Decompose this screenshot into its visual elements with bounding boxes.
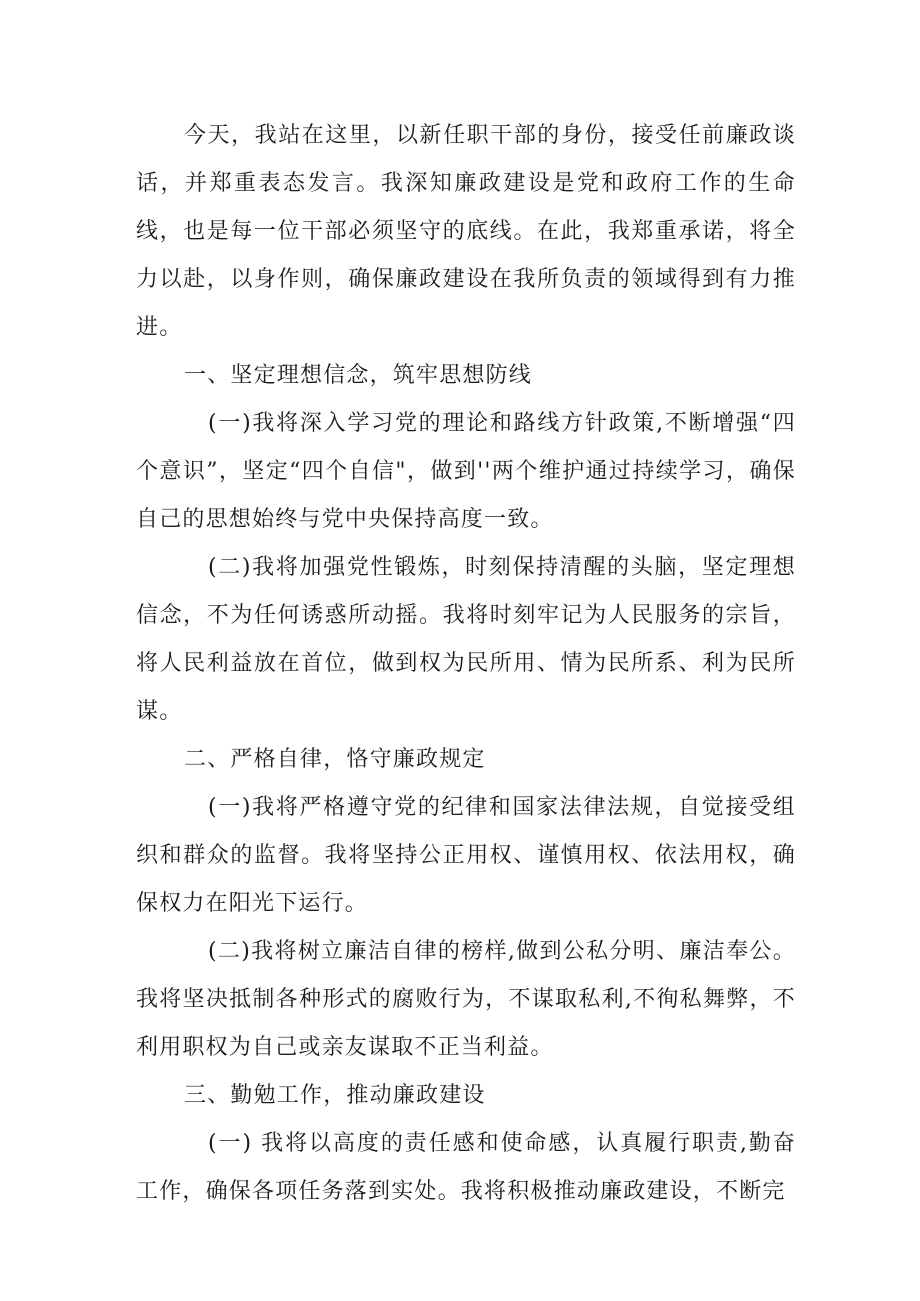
section-3-item-1: (一) 我将以高度的责任感和使命感，认真履行职责,勤奋工作，确保各项任务落到实处。我将积极推动廉政建设，不断完 — [136, 1131, 796, 1204]
intro-paragraph: 今天，我站在这里，以新任职干部的身份，接受任前廉政谈话，并郑重表态发言。我深知廉政建设是党和政府工作的生命线，也是每一位干部必须坚守的底线。在此，我郑重承诺，将全力以赴，以身作则，确保廉政建设在我所负责的领域得到有力推进。 — [136, 123, 796, 340]
document-body — [136, 112, 796, 1216]
section-heading-2: 二、严格自律，恪守廉政规定 — [184, 747, 486, 772]
section-2-item-2: (二)我将树立廉洁自律的榜样,做到公私分明、廉洁奉公。我将坚决抵制各种形式的腐败行为，不谋取私利,不徇私舞弊，不利用职权为自己或亲友谋取不正当利益。 — [136, 939, 796, 1060]
section-heading-3: 三、勤勉工作，推动廉政建设 — [184, 1083, 486, 1108]
section-1-item-1: (一)我将深入学习党的理论和路线方针政策,不断增强“四个意识”，坚定“四个自信"，做到''两个维护通过持续学习，确保自己的思想始终与党中央保持高度一致。 — [136, 411, 796, 532]
section-2-item-1: (一)我将严格遵守党的纪律和国家法律法规，自觉接受组织和群众的监督。我将坚持公正用权、谨慎用权、依法用权，确保权力在阳光下运行。 — [136, 795, 796, 916]
section-1-item-2: (二)我将加强党性锻炼，时刻保持清醒的头脑，坚定理想信念，不为任何诱惑所动摇。我将时刻牢记为人民服务的宗旨，将人民利益放在首位，做到权为民所用、情为民所系、利为民所谋。 — [136, 555, 796, 724]
section-heading-1: 一、坚定理想信念，筑牢思想防线 — [184, 363, 533, 388]
